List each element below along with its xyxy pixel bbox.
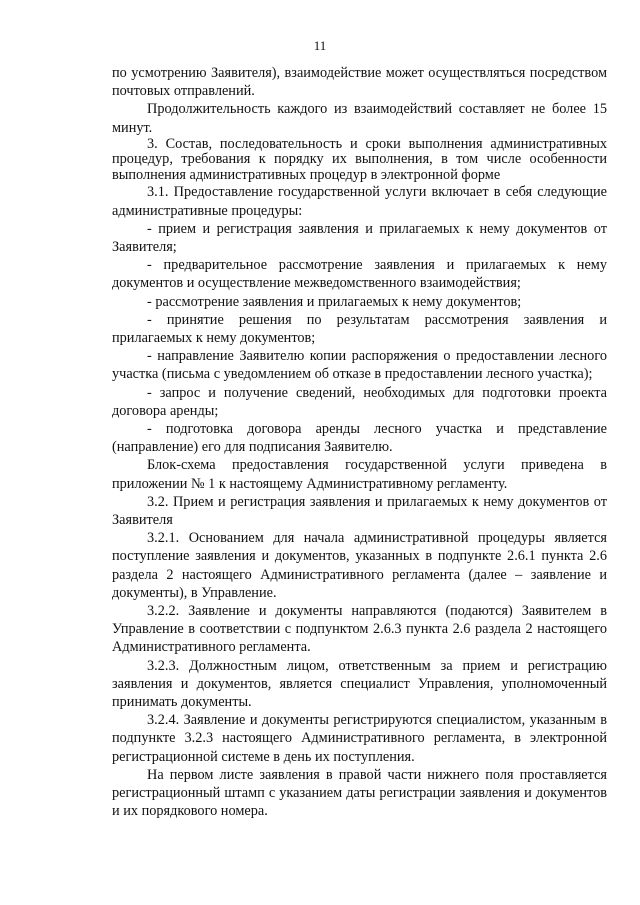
registration-stamp-paragraph: На первом листе заявления в правой части нижнего поля проставляется регистрационный штамп с указанием даты регистрации заявления и документов и их порядкового номера.: [112, 766, 607, 820]
paragraph-3-2: 3.2. Прием и регистрация заявления и прилагаемых к нему документов от Заявителя: [112, 493, 607, 528]
section-heading: 3. Состав, последовательность и сроки выполнения административных процедур, требования к порядку их выполнения, в том числе особенности выполнения административных процедур в электронной форме: [112, 135, 607, 183]
paragraph-3-2-3: 3.2.3. Должностным лицом, ответственным за прием и регистрацию заявления и документов, является специалист Управления, уполномоченный принимать документы.: [112, 657, 607, 710]
document-body: [112, 64, 607, 820]
continuation-paragraph: по усмотрению Заявителя), взаимодействие может осуществляться посредством почтовых отправлений.: [112, 65, 607, 100]
paragraph-3-2-1: 3.2.1. Основанием для начала административной процедуры является поступление заявления и документов, указанных в подпункте 2.6.1 пункта 2.6 раздела 2 настоящего Административного регламента (далее – заявление и документы), в Управление.: [112, 530, 607, 601]
list-item-request-info: - запрос и получение сведений, необходимых для подготовки проекта договора аренды;: [112, 384, 607, 419]
duration-paragraph: Продолжительность каждого из взаимодействий составляет не более 15 минут.: [112, 101, 607, 136]
list-item-prepare-contract: - подготовка договора аренды лесного участка и представление (направление) его для подписания Заявителю.: [112, 420, 607, 456]
list-item-preliminary-review: - предварительное рассмотрение заявления и прилагаемых к нему документов и осуществление межведомственного взаимодействия;: [112, 257, 607, 292]
paragraph-3-2-2: 3.2.2. Заявление и документы направляются (подаются) Заявителем в Управление в соответствии с подпунктом 2.6.3 пункта 2.6 раздела 2 настоящего Административного регламента.: [112, 602, 607, 656]
list-item-reception: - прием и регистрация заявления и прилагаемых к нему документов от Заявителя;: [112, 220, 607, 255]
list-item-decision: - принятие решения по результатам рассмотрения заявления и прилагаемых к нему документов;: [112, 311, 607, 346]
paragraph-3-1: 3.1. Предоставление государственной услуги включает в себя следующие административные процедуры:: [112, 184, 607, 219]
paragraph-3-2-4: 3.2.4. Заявление и документы регистрируются специалистом, указанным в подпункте 3.2.3 настоящего Административного регламента, в электронной регистрационной системе в день их поступления.: [112, 712, 607, 765]
list-item-review: - рассмотрение заявления и прилагаемых к нему документов;: [147, 293, 522, 310]
list-item-sending-copy: - направление Заявителю копии распоряжения о предоставлении лесного участка (письма с уведомлением об отказе в предоставлении лесного участка);: [112, 348, 607, 383]
flowchart-reference-paragraph: Блок-схема предоставления государственной услуги приведена в приложении № 1 к настоящему Административному регламенту.: [112, 457, 607, 492]
page-number: 11: [313, 38, 327, 53]
